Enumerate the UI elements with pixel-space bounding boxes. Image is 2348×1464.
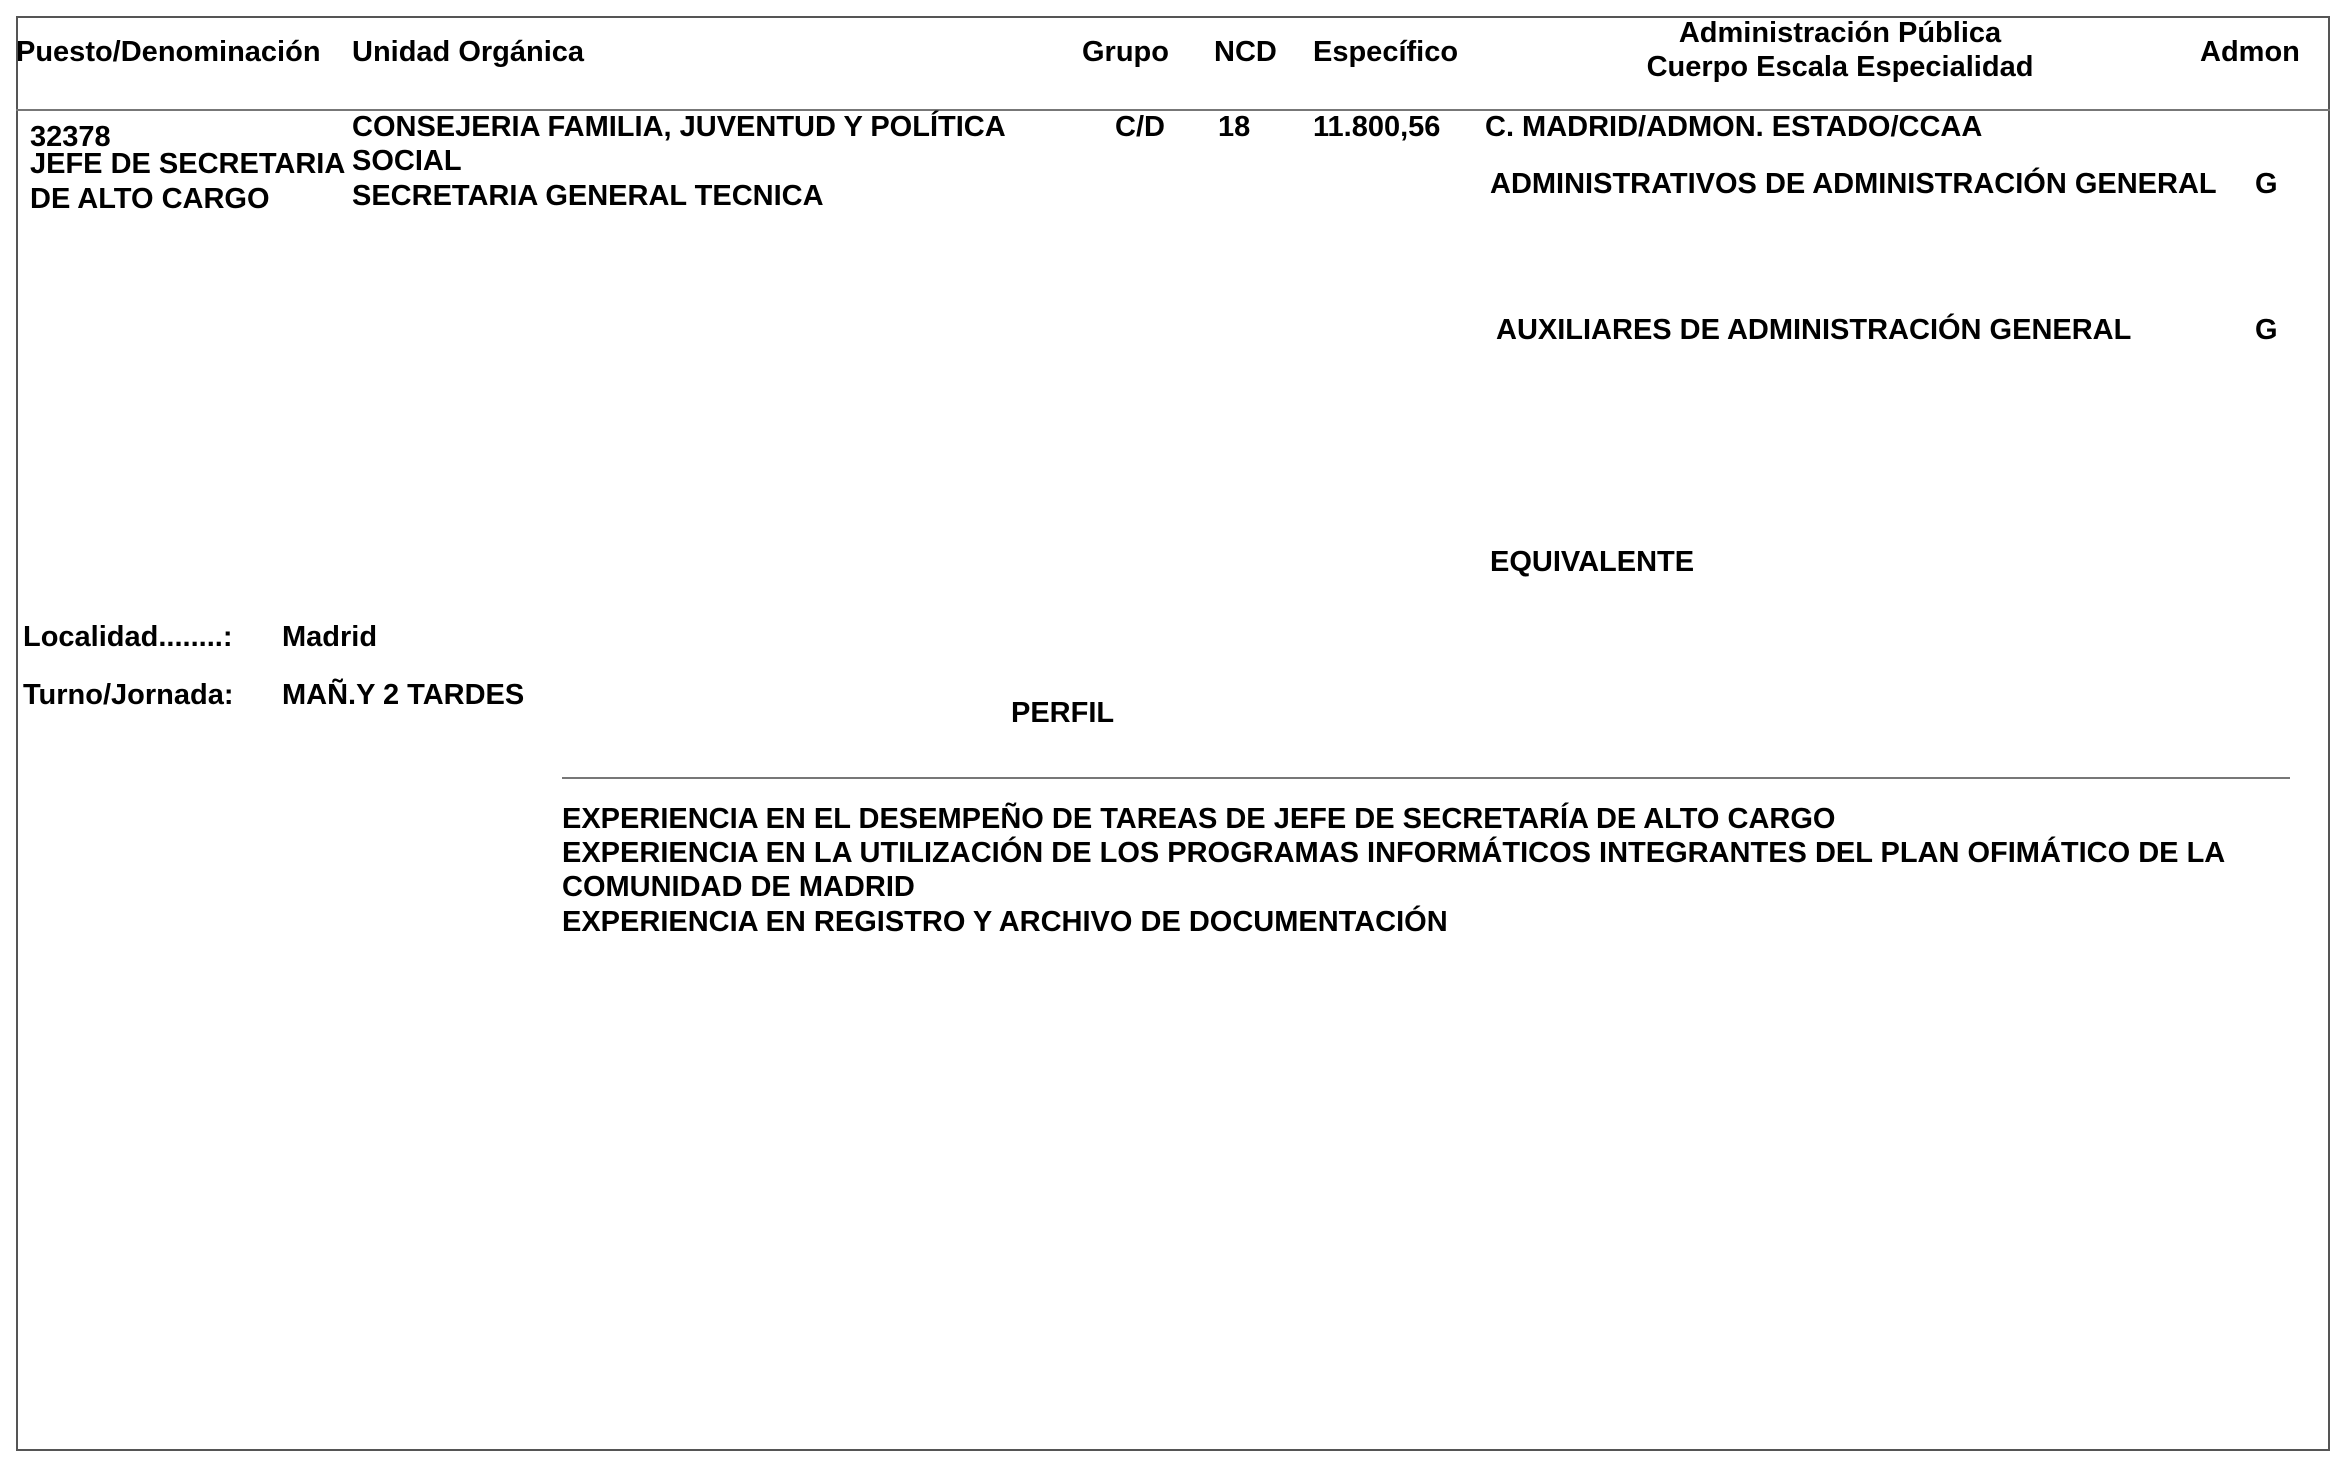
header-admin-publica: Administración Pública (1678, 17, 2002, 49)
record-title-line2: DE ALTO CARGO (30, 183, 270, 215)
perfil-line-1: EXPERIENCIA EN EL DESEMPEÑO DE TAREAS DE JEFE DE SECRETARÍA DE ALTO CARGO (562, 803, 1836, 835)
header-especifico: Específico (1313, 36, 1459, 68)
record-cuerpo-1-name: ADMINISTRATIVOS DE ADMINISTRACIÓN GENERAL (1490, 168, 2217, 200)
record-title-line1: JEFE DE SECRETARIA (30, 148, 346, 180)
perfil-divider (562, 777, 2290, 779)
record-ncd: 18 (1218, 111, 1251, 143)
header-ncd: NCD (1214, 36, 1277, 68)
record-grupo: C/D (1115, 111, 1165, 143)
header-admon: Admon (2200, 36, 2300, 68)
header-grupo: Grupo (1082, 36, 1169, 68)
perfil-line-3: COMUNIDAD DE MADRID (562, 871, 915, 903)
record-especifico: 11.800,56 (1313, 111, 1441, 143)
record-administracion: C. MADRID/ADMON. ESTADO/CCAA (1485, 111, 1983, 143)
turno-label: Turno/Jornada: (23, 679, 234, 711)
localidad-label: Localidad........: (23, 621, 233, 653)
record-equivalente: EQUIVALENTE (1490, 546, 1695, 578)
perfil-line-2: EXPERIENCIA EN LA UTILIZACIÓN DE LOS PROGRAMAS INFORMÁTICOS INTEGRANTES DEL PLAN OFIMÁTICO DE LA (562, 837, 2226, 869)
localidad-value: Madrid (282, 621, 378, 653)
header-unidad: Unidad Orgánica (352, 36, 585, 68)
perfil-line-4: EXPERIENCIA EN REGISTRO Y ARCHIVO DE DOCUMENTACIÓN (562, 906, 1448, 938)
record-code: 32378 (30, 121, 111, 153)
record-unidad-line2: SOCIAL (352, 145, 462, 177)
header-puesto: Puesto/Denominación (16, 36, 321, 68)
record-cuerpo-2-name: AUXILIARES DE ADMINISTRACIÓN GENERAL (1496, 314, 2132, 346)
record-cuerpo-2-admon: G (2255, 314, 2278, 346)
record-cuerpo-1-admon: G (2255, 168, 2278, 200)
perfil-title: PERFIL (1011, 697, 1115, 729)
document-frame (16, 16, 2330, 1451)
record-unidad-line1: CONSEJERIA FAMILIA, JUVENTUD Y POLÍTICA (352, 111, 1006, 143)
record-unidad-line3: SECRETARIA GENERAL TECNICA (352, 180, 824, 212)
header-cuerpo-escala: Cuerpo Escala Especialidad (1646, 51, 2034, 83)
turno-value: MAÑ.Y 2 TARDES (282, 679, 525, 711)
